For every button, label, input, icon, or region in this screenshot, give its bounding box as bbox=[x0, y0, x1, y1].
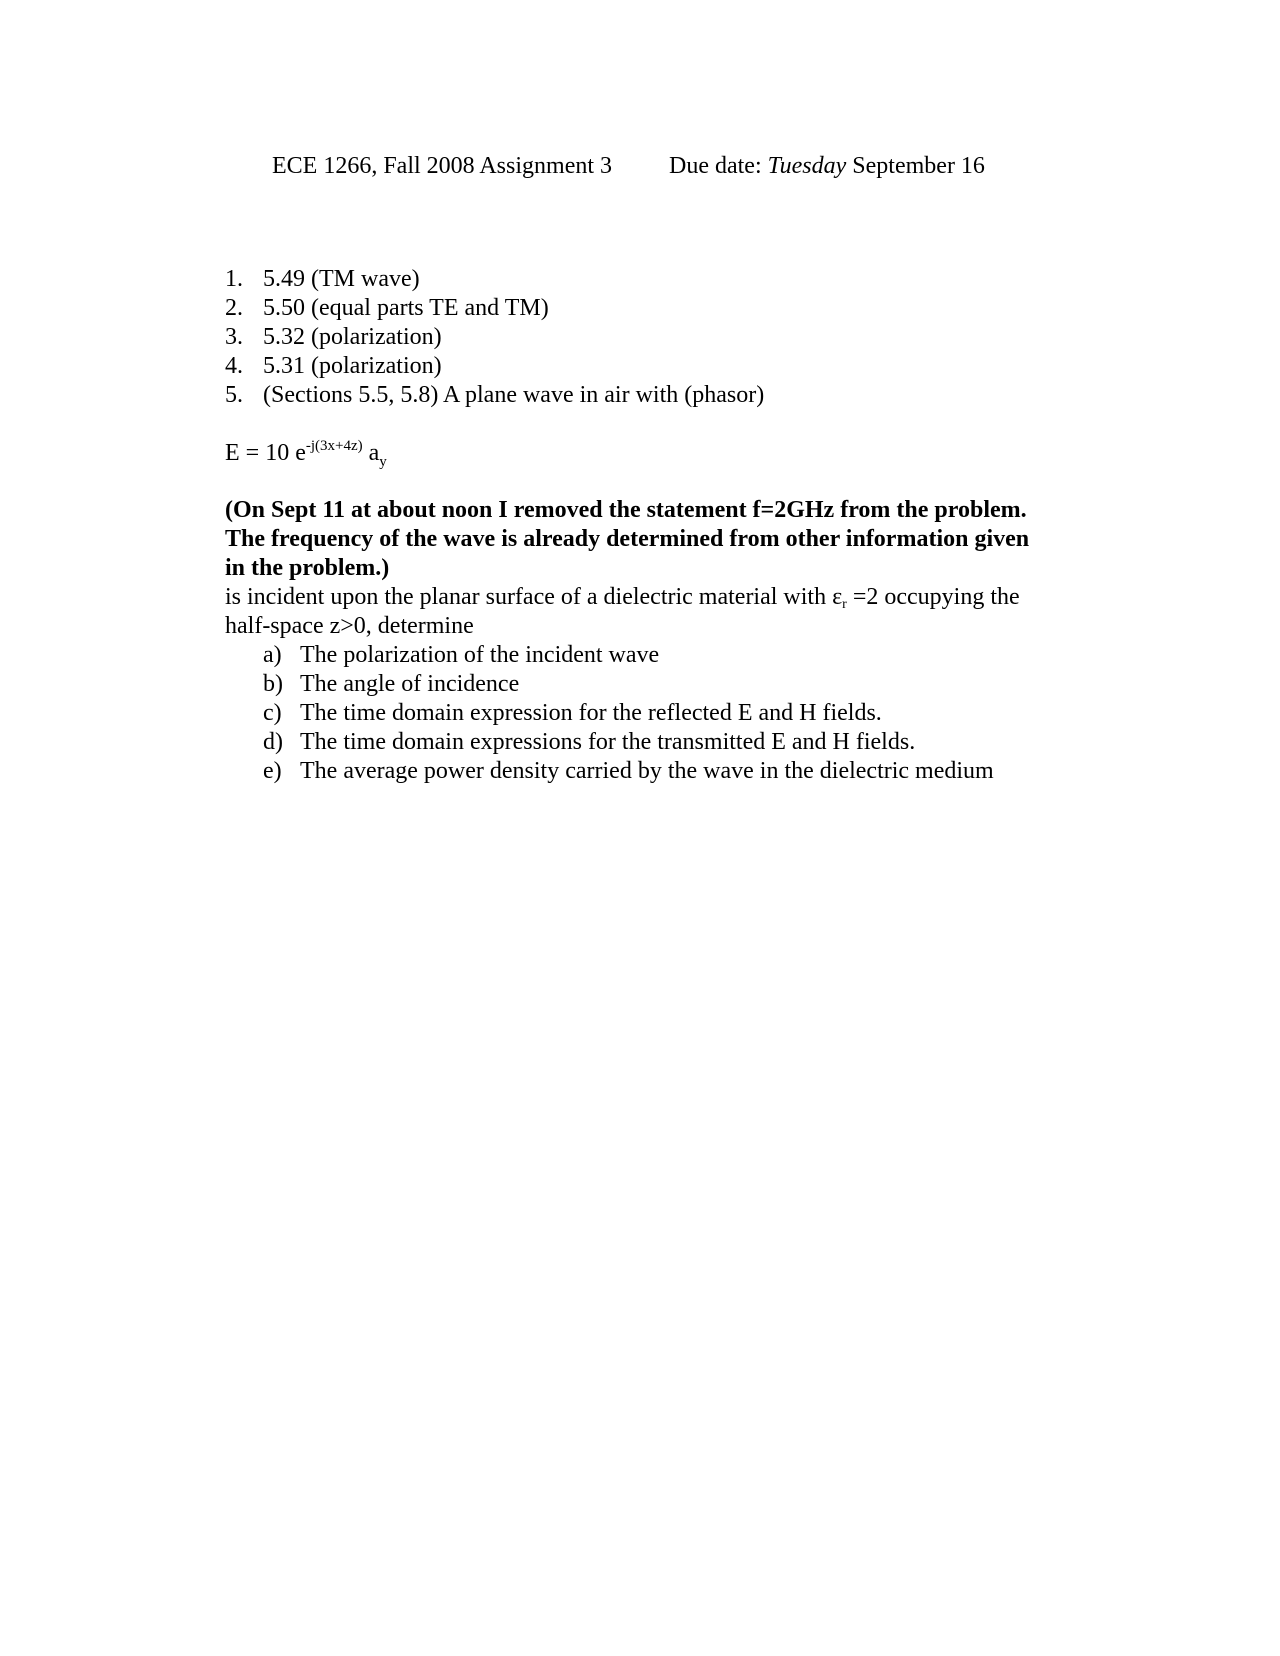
equation-vector: a bbox=[368, 440, 380, 466]
subpart-label: c) bbox=[263, 700, 282, 726]
equation-vector-subscript: y bbox=[379, 454, 387, 470]
subpart-text: The average power density carried by the wave in the dielectric medium bbox=[300, 758, 994, 784]
problem-item bbox=[225, 294, 1085, 323]
due-day: Tuesday bbox=[767, 153, 847, 179]
course-title: ECE 1266, Fall 2008 Assignment 3 bbox=[272, 153, 613, 179]
note-line: in the problem.) bbox=[225, 555, 390, 581]
problem-number: 1. bbox=[225, 266, 243, 292]
subpart-label: b) bbox=[263, 671, 283, 697]
problem-list bbox=[225, 265, 1085, 410]
problem-item bbox=[225, 352, 1085, 381]
field-equation bbox=[225, 437, 387, 472]
problem-number: 3. bbox=[225, 324, 243, 350]
problem-text: 5.49 (TM wave) bbox=[263, 266, 420, 292]
subpart-item bbox=[263, 699, 1123, 728]
subpart-text: The angle of incidence bbox=[300, 671, 520, 697]
problem-text: 5.50 (equal parts TE and TM) bbox=[263, 295, 549, 321]
equation-exponent: -j(3x+4z) bbox=[305, 438, 363, 454]
instructor-note bbox=[225, 496, 1105, 583]
problem-item bbox=[225, 265, 1085, 294]
due-date bbox=[669, 149, 985, 183]
subpart-label: e) bbox=[263, 758, 282, 784]
subpart-text: The time domain expressions for the transmitted E and H fields. bbox=[300, 729, 916, 755]
problem-number: 5. bbox=[225, 382, 243, 408]
problem-text: (Sections 5.5, 5.8) A plane wave in air with (phasor) bbox=[263, 382, 765, 408]
problem-text: 5.32 (polarization) bbox=[263, 324, 442, 350]
problem-number: 4. bbox=[225, 353, 243, 379]
problem-number: 2. bbox=[225, 295, 243, 321]
problem-item bbox=[225, 381, 1085, 410]
subpart-label: a) bbox=[263, 642, 282, 668]
problem-body bbox=[225, 583, 1105, 641]
body-line bbox=[225, 583, 1105, 612]
assignment-header bbox=[272, 149, 1032, 183]
subpart-item bbox=[263, 728, 1123, 757]
due-date-text: September 16 bbox=[846, 153, 985, 179]
subpart-item bbox=[263, 641, 1123, 670]
problem-item bbox=[225, 323, 1085, 352]
note-line: The frequency of the wave is already determined from other information given bbox=[225, 526, 1030, 552]
note-line: (On Sept 11 at about noon I removed the statement f=2GHz from the problem. bbox=[225, 497, 1027, 523]
body-text-part: =2 occupying the bbox=[846, 584, 1020, 610]
subpart-list bbox=[263, 641, 1123, 786]
subpart-item bbox=[263, 670, 1123, 699]
body-text-part: is incident upon the planar surface of a dielectric material with ε bbox=[225, 584, 843, 610]
equation-lhs: E = 10 e bbox=[225, 440, 306, 466]
subpart-label: d) bbox=[263, 729, 283, 755]
subpart-item bbox=[263, 757, 1123, 786]
due-prefix: Due date: bbox=[669, 153, 768, 179]
epsilon-subscript: r bbox=[842, 597, 847, 612]
problem-text: 5.31 (polarization) bbox=[263, 353, 442, 379]
subpart-text: The polarization of the incident wave bbox=[300, 642, 660, 668]
subpart-text: The time domain expression for the reflected E and H fields. bbox=[300, 700, 882, 726]
body-line: half-space z>0, determine bbox=[225, 613, 474, 639]
